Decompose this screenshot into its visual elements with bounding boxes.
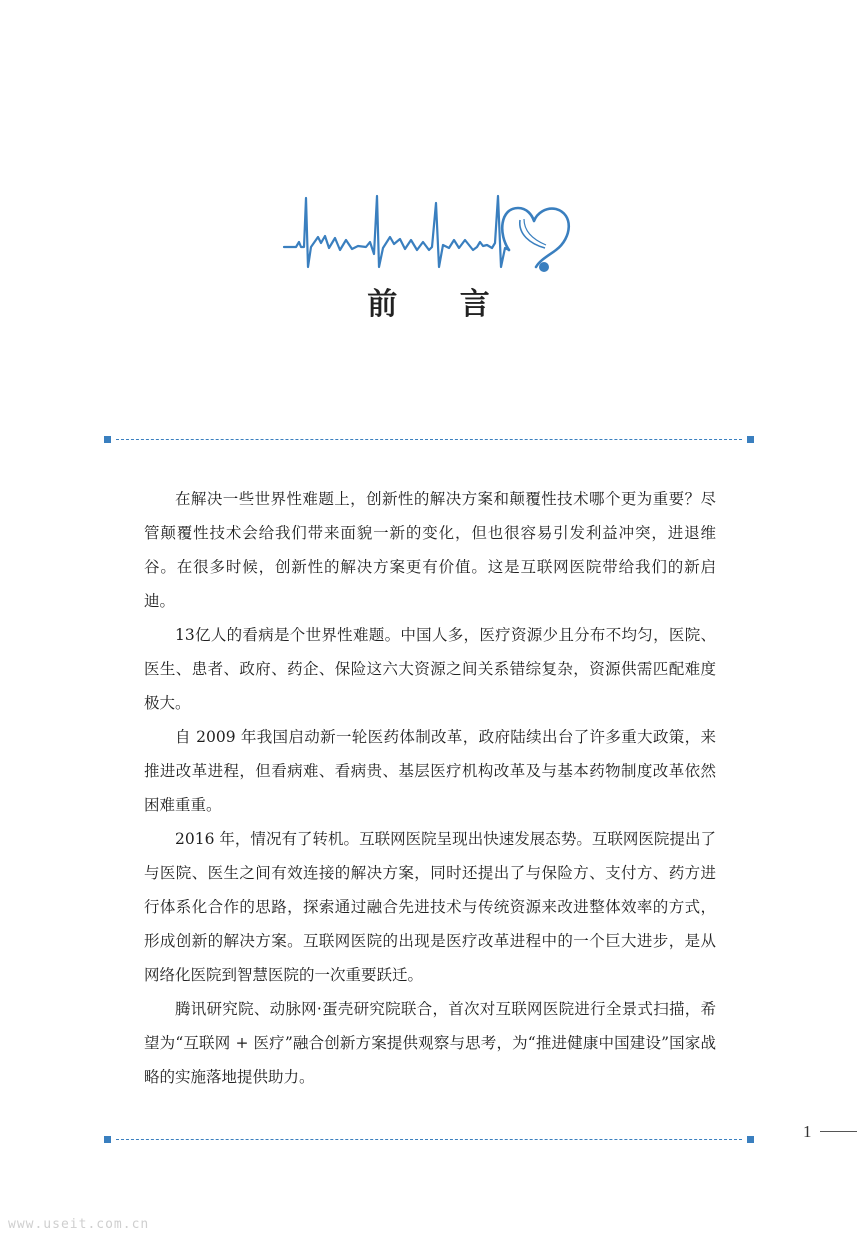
preface-body — [144, 482, 716, 1094]
paragraph-2: 13亿人的看病是个世界性难题。中国人多，医疗资源少且分布不均匀，医院、医生、患者、政府、药企、保险这六大资源之间关系错综复杂，资源供需匹配难度极大。 — [144, 626, 716, 712]
watermark: www.useit.com.cn — [8, 1217, 150, 1232]
divider-square-right — [747, 436, 754, 443]
divider-square-right — [747, 1136, 754, 1143]
page-number: 1 — [803, 1122, 812, 1141]
paragraph-1: 在解决一些世界性难题上，创新性的解决方案和颠覆性技术哪个更为重要？尽管颠覆性技术会给我们带来面貌一新的变化，但也很容易引发利益冲突，进退维谷。在很多时候，创新性的解决方案更有价值。这是互联网医院带给我们的新启迪。 — [144, 490, 716, 610]
paragraph-5: 腾讯研究院、动脉网·蛋壳研究院联合，首次对互联网医院进行全景式扫描，希望为“互联网 + 医疗”融合创新方案提供观察与思考，为“推进健康中国建设”国家战略的实施落地提供助力。 — [144, 1000, 716, 1086]
paragraph-3: 自 2009 年我国启动新一轮医药体制改革，政府陆续出台了许多重大政策，来推进改革进程，但看病难、看病贵、基层医疗机构改革及与基本药物制度改革依然困难重重。 — [144, 728, 716, 814]
top-dashed-divider — [104, 436, 754, 444]
divider-dashed-line — [116, 439, 742, 440]
divider-dashed-line — [116, 1139, 742, 1140]
divider-square-left — [104, 1136, 111, 1143]
bottom-dashed-divider — [104, 1136, 754, 1144]
paragraph-4: 2016 年，情况有了转机。互联网医院呈现出快速发展态势。互联网医院提出了与医院、医生之间有效连接的解决方案，同时还提出了与保险方、支付方、药方进行体系化合作的思路，探索通过融合先进技术与传统资源来改进整体效率的方式，形成创新的解决方案。互联网医院的出现是医疗改革进程中的一个巨大进步，是从网络化医院到智慧医院的一次重要跃迁。 — [144, 830, 716, 984]
heartbeat-stethoscope-heart-icon — [280, 188, 580, 278]
page-number-rule — [820, 1131, 857, 1132]
divider-square-left — [104, 436, 111, 443]
page-title: 前 言 — [367, 287, 516, 322]
